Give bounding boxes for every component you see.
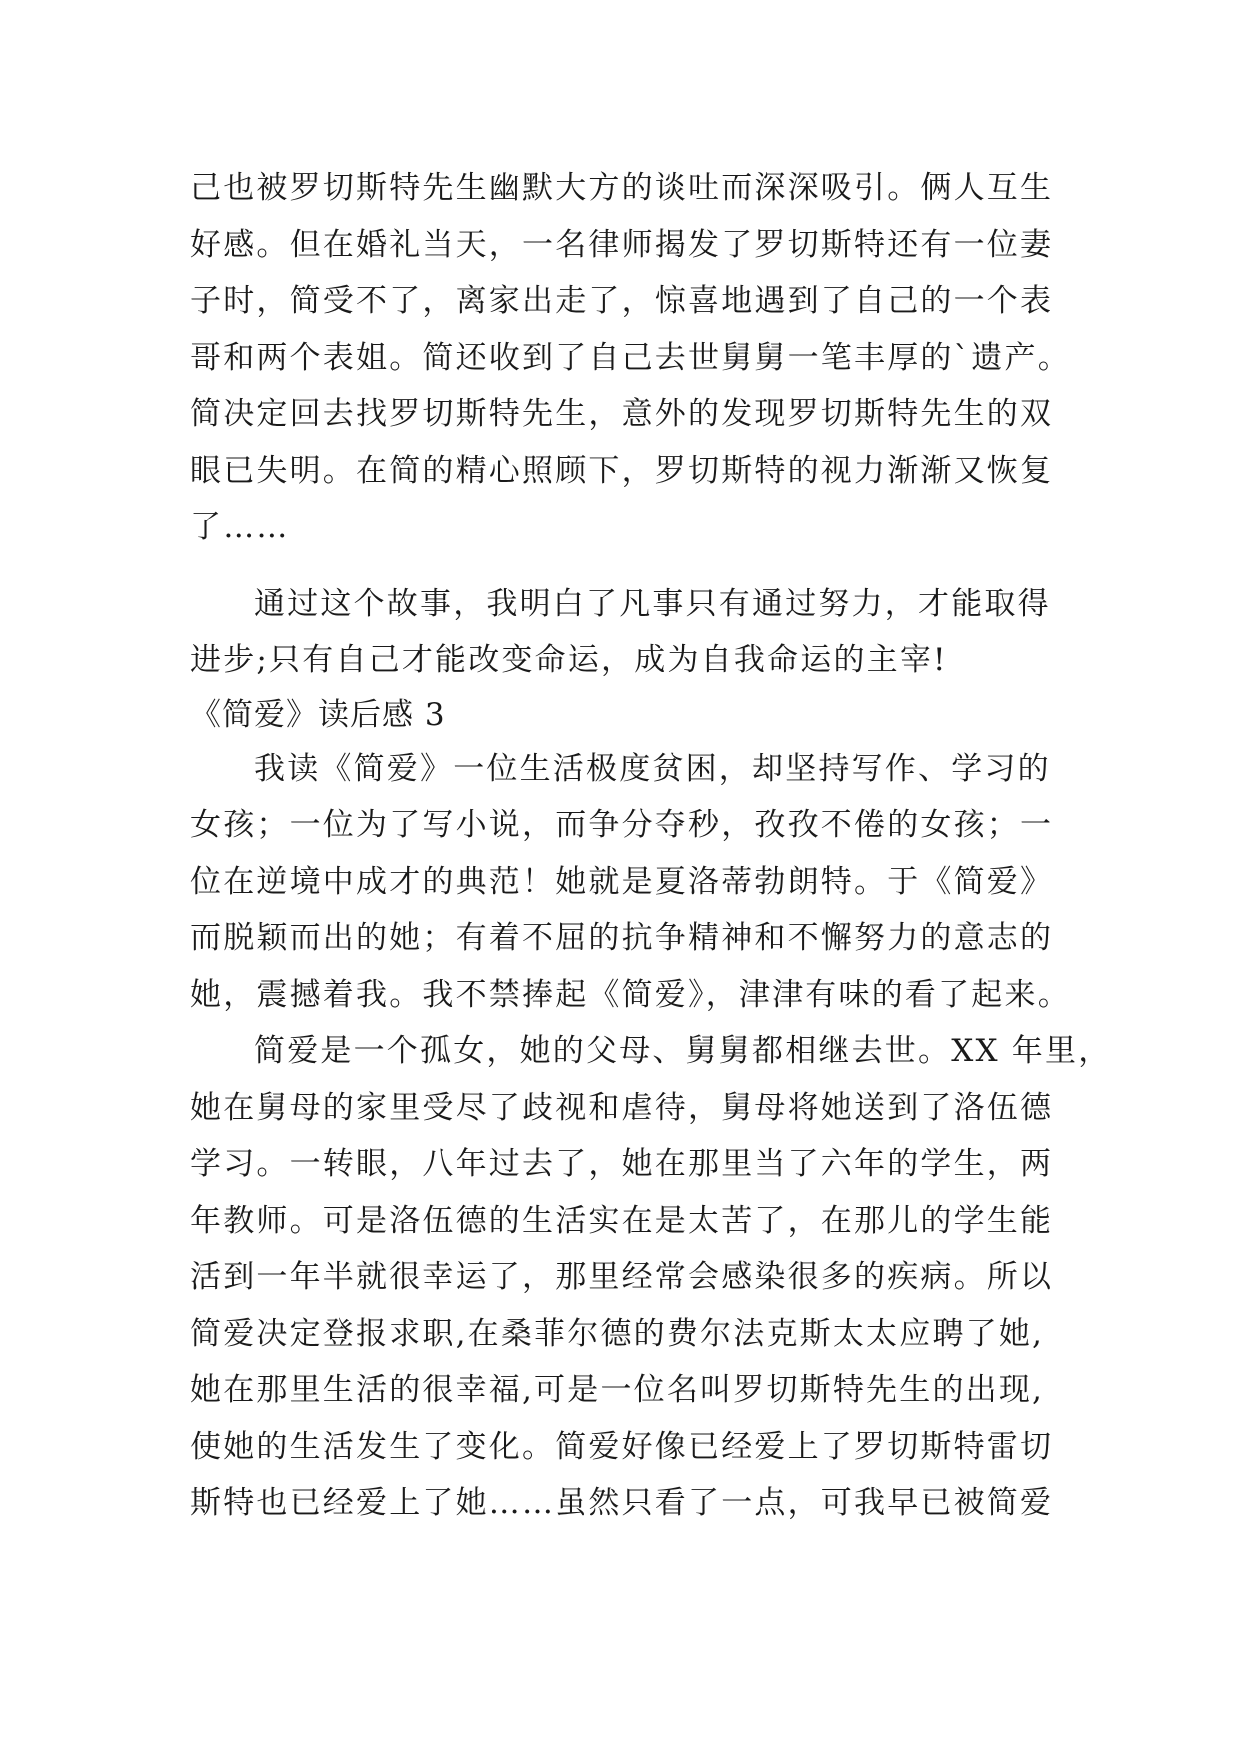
text-line: 己也被罗切斯特先生幽默大方的谈吐而深深吸引。俩人互生 xyxy=(190,170,1054,206)
text-line: 简决定回去找罗切斯特先生，意外的发现罗切斯特先生的双 xyxy=(190,396,1054,432)
text-line: 她在舅母的家里受尽了歧视和虐待，舅母将她送到了洛伍德 xyxy=(190,1089,1054,1126)
text-line: 学习。一转眼，八年过去了，她在那里当了六年的学生，两 xyxy=(190,1146,1054,1182)
text-line: 我读《简爱》一位生活极度贫困，却坚持写作、学习的 xyxy=(254,750,1051,787)
text-line: 她，震撼着我。我不禁捧起《简爱》，津津有味的看了起来。 xyxy=(190,976,1071,1013)
text-line: 通过这个故事，我明白了凡事只有通过努力，才能取得 xyxy=(254,585,1051,622)
text-line: 女孩；一位为了写小说，而争分夺秒，孜孜不倦的女孩；一 xyxy=(190,807,1054,843)
text-line: 哥和两个表姐。简还收到了自己去世舅舅一笔丰厚的`遗产。 xyxy=(190,339,1071,376)
paragraph-1 xyxy=(190,160,1071,556)
paragraph-3 xyxy=(190,741,1071,1024)
text-line: 子时，简受不了，离家出走了，惊喜地遇到了自己的一个表 xyxy=(190,283,1054,319)
text-line: 进步;只有自己才能改变命运，成为自我命运的主宰! xyxy=(190,642,948,678)
text-line: 了…… xyxy=(190,509,290,545)
text-line: 简爱是一个孤女，她的父母、舅舅都相继去世。XX 年里， xyxy=(254,1033,1112,1069)
text-line: 眼已失明。在简的精心照顾下，罗切斯特的视力渐渐又恢复 xyxy=(190,452,1054,489)
document-body xyxy=(190,160,1112,1532)
text-line: 位在逆境中成才的典范！她就是夏洛蒂勃朗特。于《简爱》 xyxy=(190,863,1054,900)
text-line: 使她的生活发生了变化。简爱好像已经爱上了罗切斯特雷切 xyxy=(190,1428,1054,1465)
text-line: 斯特也已经爱上了她……虽然只看了一点，可我早已被简爱 xyxy=(190,1485,1054,1521)
paragraph-2 xyxy=(190,576,1060,689)
text-line: 年教师。可是洛伍德的生活实在是太苦了，在那儿的学生能 xyxy=(190,1202,1054,1239)
section-heading xyxy=(190,689,1060,741)
text-line: 简爱决定登报求职,在桑菲尔德的费尔法克斯太太应聘了她, xyxy=(190,1315,1045,1352)
paragraph-4 xyxy=(190,1023,1112,1532)
text-line: 活到一年半就很幸运了，那里经常会感染很多的疾病。所以 xyxy=(190,1259,1054,1295)
text-line: 她在那里生活的很幸福,可是一位名叫罗切斯特先生的出现, xyxy=(190,1372,1045,1408)
text-line: 而脱颖而出的她；有着不屈的抗争精神和不懈努力的意志的 xyxy=(190,920,1054,956)
heading-text: 《简爱》读后感 3 xyxy=(190,696,446,733)
text-line: 好感。但在婚礼当天，一名律师揭发了罗切斯特还有一位妻 xyxy=(190,226,1054,263)
